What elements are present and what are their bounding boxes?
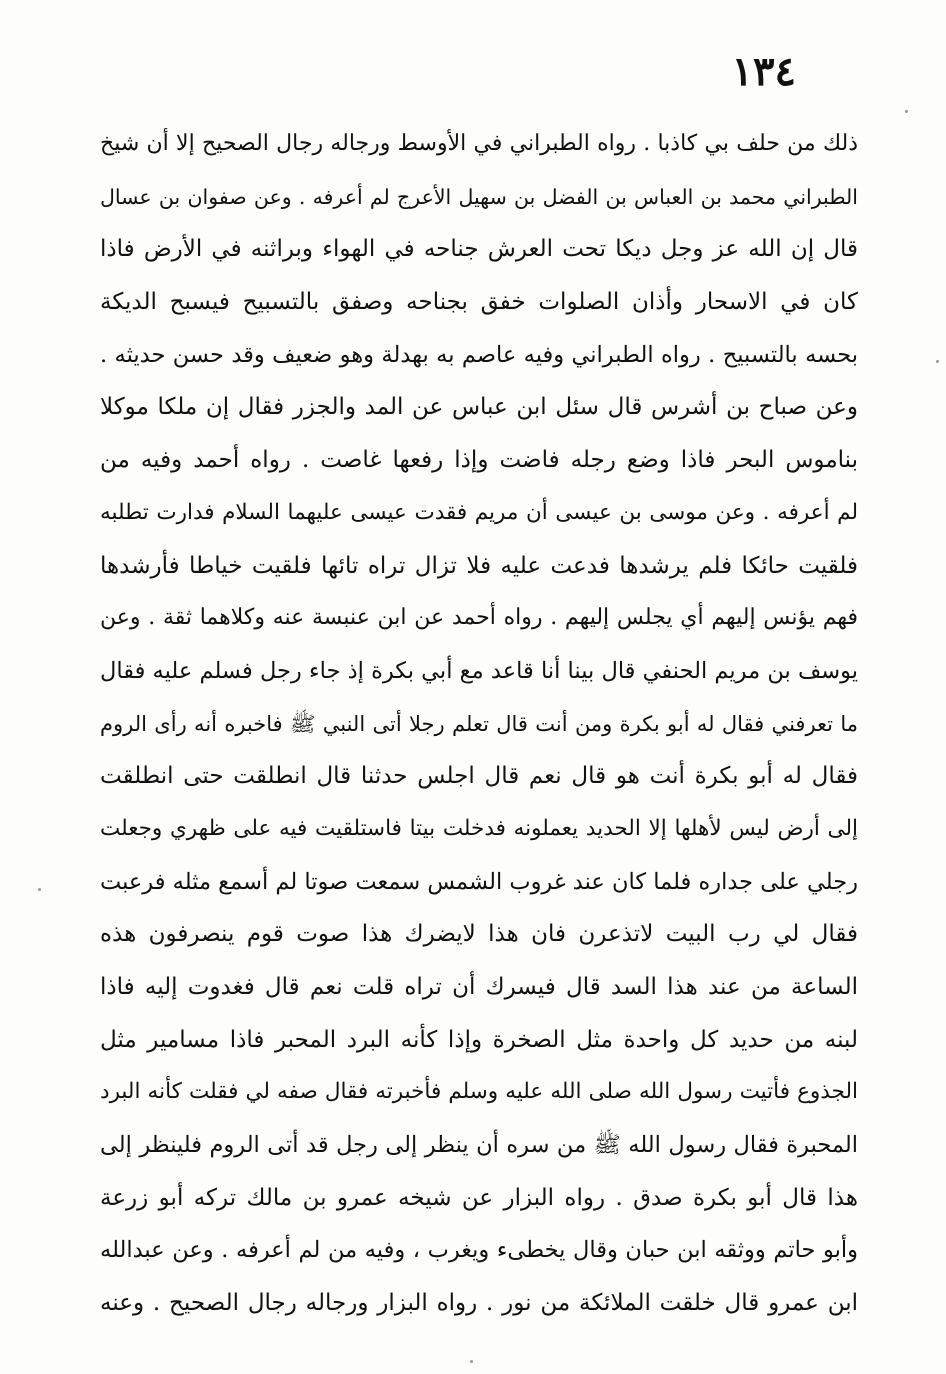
scan-speck	[936, 360, 939, 363]
text-line: المحبرة فقال رسول الله ﷺ من سره أن ينظر إلى رجل قد أتى الروم فلينظر إلى	[100, 1132, 858, 1159]
text-line: وعن صباح بن أشرس قال سئل ابن عباس عن المد والجزر فقال إن ملكا موكلا	[100, 394, 858, 421]
text-line: الطبراني محمد بن العباس بن الفضل بن سهيل الأعرج لم أعرفه . وعن صفوان بن عسال	[100, 184, 858, 209]
text-line: قال إن الله عز وجل ديكا تحت العرش جناحه في الهواء وبراثنه في الأرض فاذا	[100, 236, 858, 263]
text-line: إلى أرض ليس لأهلها إلا الحديد يعملونه فدخلت بيتا فاستلقيت فيه على ظهري وجعلت	[100, 815, 858, 841]
text-line: الجذوع فأتيت رسول الله صلى الله عليه وسلم فأخبرته فقال صفه لي فقلت كأنه البرد	[100, 1079, 858, 1105]
scan-speck	[38, 888, 41, 891]
text-line: رجلي على جداره فلما كان عند غروب الشمس سمعت صوتا لم أسمع مثله فرعبت	[100, 868, 858, 895]
text-line: فلقيت حائكا فلم يرشدها فدعت عليه فلا تزال تراه تائها فلقيت خياطا فأرشدها	[100, 552, 858, 579]
text-line: الساعة من عند هذا السد قال فيسرك أن تراه قلت نعم قال فغدوت إليه فاذا	[100, 974, 858, 1000]
text-line: فهم يؤنس إليهم أي يجلس إليهم . رواه أحمد عن ابن عنبسة عنه وكلاهما ثقة . وعن	[100, 605, 858, 631]
text-line: فقال لي رب البيت لاتذعرن فان هذا لايضرك هذا صوت قوم ينصرفون هذه	[100, 921, 858, 948]
text-line: بناموس البحر فاذا وضع رجله فاضت وإذا رفعها غاصت . رواه أحمد وفيه من	[100, 447, 858, 474]
text-line: لم أعرفه . وعن موسى بن عيسى أن مريم فقدت عيسى عليهما السلام فدارت تطلبه	[100, 499, 858, 525]
body-text	[100, 118, 858, 1330]
text-line: وأبو حاتم ووثقه ابن حبان وقال يخطىء ويغرب ، وفيه من لم أعرفه . وعن عبدالله	[100, 1237, 858, 1264]
text-line: هذا قال أبو بكرة صدق . رواه البزار عن شيخه عمرو بن مالك تركه أبو زرعة	[100, 1184, 858, 1211]
text-line: فقال له أبو بكرة أنت هو قال نعم قال اجلس حدثنا قال انطلقت حتى انطلقت	[100, 763, 858, 790]
text-line: يوسف بن مريم الحنفي قال بينا أنا قاعد مع أبي بكرة إذ جاء رجل فسلم عليه فقال	[100, 657, 858, 684]
text-line: ما تعرفني فقال له أبو بكرة ومن أنت قال تعلم رجلا أتى النبي ﷺ فاخبره أنه رأى الروم	[100, 711, 858, 736]
text-line: لبنه من حديد كل واحدة مثل الصخرة وإذا كأنه البرد المحبر فاذا مسامير مثل	[100, 1026, 858, 1053]
scan-speck	[905, 110, 908, 113]
text-line: بحسه بالتسبيح . رواه الطبراني وفيه عاصم به بهدلة وهو ضعيف وقد حسن حديثه .	[100, 341, 858, 368]
scan-speck	[470, 1360, 473, 1363]
page-number: ١٣٤	[731, 48, 796, 95]
text-line: ذلك من حلف بي كاذبا . رواه الطبراني في الأوسط ورجاله رجال الصحيح إلا أن شيخ	[100, 131, 858, 156]
text-line: ابن عمرو قال خلقت الملائكة من نور . رواه البزار ورجاله رجال الصحيح . وعنه	[100, 1290, 858, 1317]
text-line: كان في الاسحار وأذان الصلوات خفق بجناحه وصفق بالتسبيح فيسبح الديكة	[100, 289, 858, 316]
